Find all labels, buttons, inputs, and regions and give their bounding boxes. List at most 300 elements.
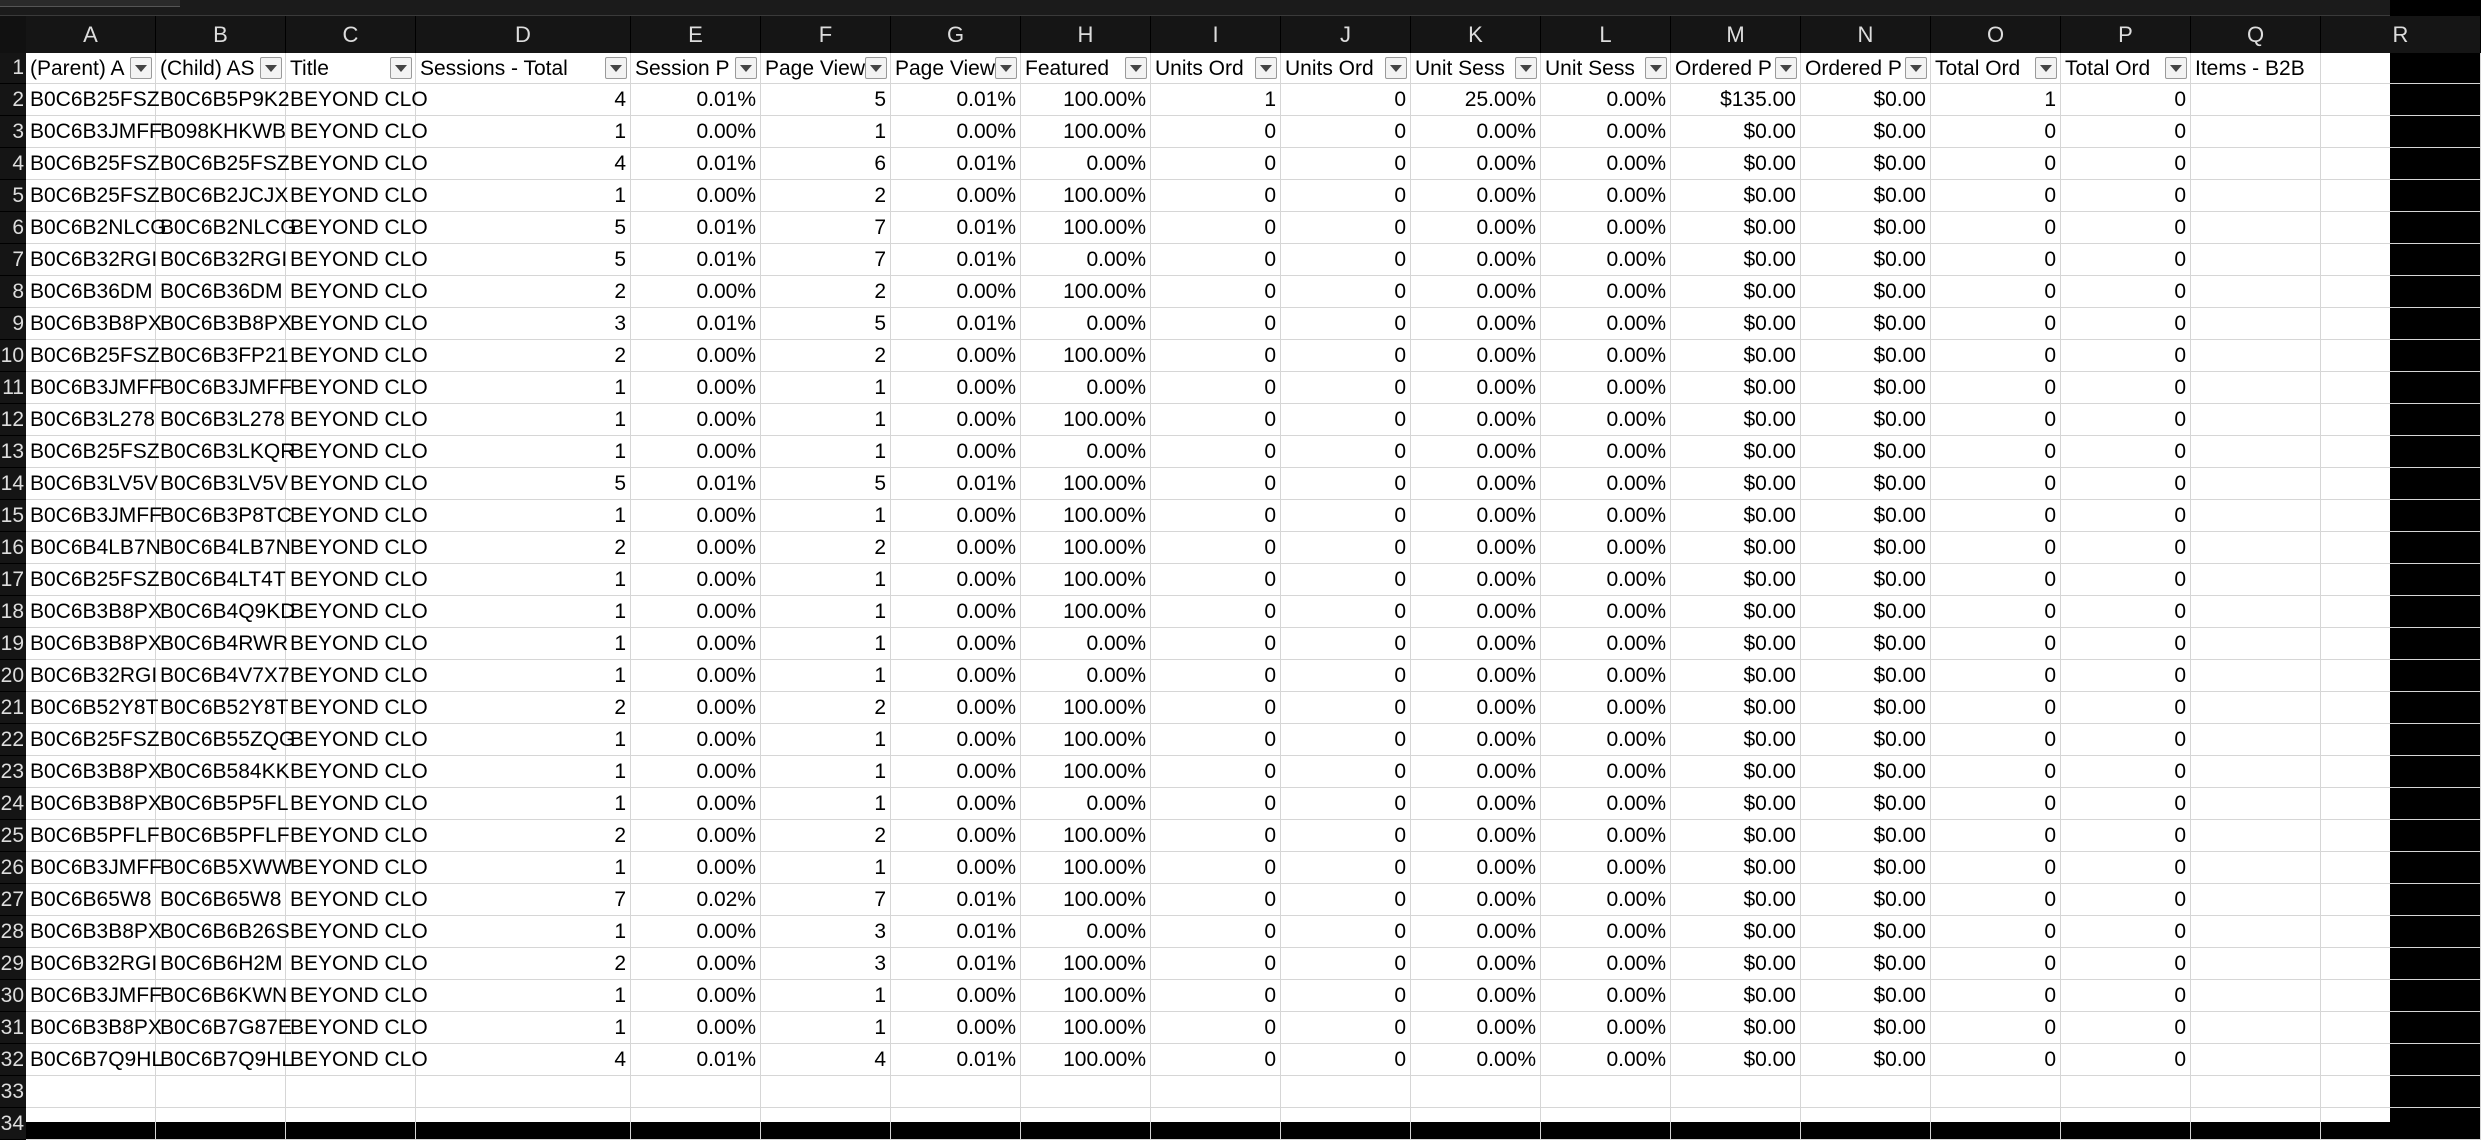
data-cell[interactable]	[1021, 628, 1151, 660]
data-cell[interactable]	[286, 84, 428, 116]
data-cell[interactable]	[1541, 660, 1671, 692]
row-header-18[interactable]: 18	[0, 596, 26, 628]
row-header-2[interactable]: 2	[0, 84, 26, 116]
data-cell[interactable]	[631, 436, 761, 468]
data-cell[interactable]	[2191, 756, 2321, 788]
data-cell[interactable]	[26, 148, 160, 180]
data-cell[interactable]	[1021, 372, 1151, 404]
data-cell[interactable]	[1021, 916, 1151, 948]
data-cell[interactable]	[1931, 276, 2061, 308]
data-cell[interactable]	[1151, 660, 1281, 692]
filter-dropdown-icon[interactable]	[390, 57, 412, 79]
data-cell[interactable]	[2321, 84, 2481, 116]
data-cell[interactable]	[2191, 1108, 2321, 1140]
column-header-p[interactable]: P	[2061, 16, 2191, 53]
data-cell[interactable]	[416, 884, 631, 916]
data-cell[interactable]	[761, 244, 891, 276]
data-cell[interactable]	[1541, 436, 1671, 468]
data-cell[interactable]	[2061, 404, 2191, 436]
data-cell[interactable]	[26, 852, 162, 884]
data-cell[interactable]	[1151, 628, 1281, 660]
filter-dropdown-icon[interactable]	[995, 57, 1017, 79]
data-cell[interactable]	[1671, 276, 1801, 308]
data-cell[interactable]	[2061, 212, 2191, 244]
data-cell[interactable]	[286, 884, 428, 916]
data-cell[interactable]	[1021, 660, 1151, 692]
data-cell[interactable]	[1281, 244, 1411, 276]
data-cell[interactable]	[891, 980, 1021, 1012]
data-cell[interactable]	[416, 1012, 631, 1044]
filter-dropdown-icon[interactable]	[2165, 57, 2187, 79]
column-header-l[interactable]: L	[1541, 16, 1671, 53]
data-cell[interactable]	[26, 1044, 164, 1076]
row-header-21[interactable]: 21	[0, 692, 26, 724]
data-cell[interactable]	[1411, 660, 1541, 692]
data-cell[interactable]	[1411, 500, 1541, 532]
data-cell[interactable]	[891, 1108, 1021, 1140]
data-cell[interactable]	[416, 628, 631, 660]
data-cell[interactable]	[416, 84, 631, 116]
row-header-34[interactable]: 34	[0, 1108, 26, 1140]
data-cell[interactable]	[1151, 116, 1281, 148]
row-header-6[interactable]: 6	[0, 212, 26, 244]
data-cell[interactable]	[1411, 724, 1541, 756]
data-cell[interactable]	[1801, 244, 1931, 276]
data-cell[interactable]	[1411, 244, 1541, 276]
row-header-24[interactable]: 24	[0, 788, 26, 820]
column-header-m[interactable]: M	[1671, 16, 1801, 53]
header-cell[interactable]	[761, 53, 891, 84]
data-cell[interactable]	[156, 212, 297, 244]
data-cell[interactable]	[2061, 84, 2191, 116]
header-cell[interactable]	[26, 53, 156, 84]
data-cell[interactable]	[1411, 340, 1541, 372]
data-cell[interactable]	[1021, 116, 1151, 148]
data-cell[interactable]	[1151, 1076, 1281, 1108]
data-cell[interactable]	[631, 468, 761, 500]
data-cell[interactable]	[2321, 340, 2481, 372]
data-cell[interactable]	[286, 660, 428, 692]
data-cell[interactable]	[156, 980, 286, 1012]
data-cell[interactable]	[1281, 948, 1411, 980]
data-cell[interactable]	[1411, 212, 1541, 244]
data-cell[interactable]	[631, 308, 761, 340]
data-cell[interactable]	[416, 1076, 631, 1108]
select-all-corner[interactable]	[0, 16, 27, 53]
data-cell[interactable]	[2321, 1012, 2481, 1044]
data-cell[interactable]	[1801, 884, 1931, 916]
data-cell[interactable]	[761, 756, 891, 788]
data-cell[interactable]	[1541, 372, 1671, 404]
data-cell[interactable]	[1671, 1108, 1801, 1140]
column-header-d[interactable]: D	[416, 16, 631, 53]
data-cell[interactable]	[891, 468, 1021, 500]
row-header-29[interactable]: 29	[0, 948, 26, 980]
data-cell[interactable]	[2321, 948, 2481, 980]
data-cell[interactable]	[1671, 596, 1801, 628]
data-cell[interactable]	[2321, 756, 2481, 788]
row-header-5[interactable]: 5	[0, 180, 26, 212]
data-cell[interactable]	[2061, 948, 2191, 980]
data-cell[interactable]	[761, 84, 891, 116]
column-header-h[interactable]: H	[1021, 16, 1151, 53]
data-cell[interactable]	[26, 724, 160, 756]
header-cell[interactable]	[1541, 53, 1671, 84]
data-cell[interactable]	[1021, 756, 1151, 788]
column-header-g[interactable]: G	[891, 16, 1021, 53]
data-cell[interactable]	[1281, 692, 1411, 724]
data-cell[interactable]	[26, 820, 160, 852]
data-cell[interactable]	[26, 756, 162, 788]
data-cell[interactable]	[1411, 980, 1541, 1012]
data-cell[interactable]	[631, 116, 761, 148]
data-cell[interactable]	[1151, 884, 1281, 916]
data-cell[interactable]	[286, 116, 428, 148]
data-cell[interactable]	[26, 404, 156, 436]
filter-dropdown-icon[interactable]	[1385, 57, 1407, 79]
data-cell[interactable]	[1281, 1012, 1411, 1044]
data-cell[interactable]	[1801, 116, 1931, 148]
data-cell[interactable]	[2061, 180, 2191, 212]
data-cell[interactable]	[1671, 468, 1801, 500]
data-cell[interactable]	[1281, 1044, 1411, 1076]
data-cell[interactable]	[416, 116, 631, 148]
data-cell[interactable]	[1541, 1108, 1671, 1140]
data-cell[interactable]	[1151, 756, 1281, 788]
data-cell[interactable]	[1411, 692, 1541, 724]
data-cell[interactable]	[2061, 1044, 2191, 1076]
data-cell[interactable]	[26, 1012, 162, 1044]
data-cell[interactable]	[2191, 212, 2321, 244]
data-cell[interactable]	[156, 308, 292, 340]
data-cell[interactable]	[1671, 308, 1801, 340]
data-cell[interactable]	[1021, 468, 1151, 500]
data-cell[interactable]	[1021, 148, 1151, 180]
data-cell[interactable]	[1801, 436, 1931, 468]
header-cell[interactable]	[631, 53, 761, 84]
data-cell[interactable]	[1281, 340, 1411, 372]
data-cell[interactable]	[2321, 212, 2481, 244]
data-cell[interactable]	[761, 596, 891, 628]
data-cell[interactable]	[156, 756, 290, 788]
data-cell[interactable]	[156, 148, 290, 180]
data-cell[interactable]	[156, 1044, 294, 1076]
data-cell[interactable]	[1671, 564, 1801, 596]
data-cell[interactable]	[891, 884, 1021, 916]
data-cell[interactable]	[156, 1012, 292, 1044]
data-cell[interactable]	[1931, 1076, 2061, 1108]
data-cell[interactable]	[1801, 852, 1931, 884]
data-cell[interactable]	[1151, 372, 1281, 404]
data-cell[interactable]	[156, 500, 292, 532]
data-cell[interactable]	[286, 820, 428, 852]
data-cell[interactable]	[26, 1108, 156, 1140]
data-cell[interactable]	[2321, 660, 2481, 692]
data-cell[interactable]	[2061, 116, 2191, 148]
data-cell[interactable]	[2191, 884, 2321, 916]
data-cell[interactable]	[631, 500, 761, 532]
column-header-o[interactable]: O	[1931, 16, 2061, 53]
data-cell[interactable]	[1541, 692, 1671, 724]
data-cell[interactable]	[1021, 820, 1151, 852]
data-cell[interactable]	[1281, 276, 1411, 308]
data-cell[interactable]	[2321, 916, 2481, 948]
data-cell[interactable]	[156, 1108, 286, 1140]
row-header-33[interactable]: 33	[0, 1076, 26, 1108]
data-cell[interactable]	[1151, 308, 1281, 340]
header-cell[interactable]	[891, 53, 1021, 84]
data-cell[interactable]	[1021, 884, 1151, 916]
data-cell[interactable]	[761, 788, 891, 820]
data-cell[interactable]	[1801, 1076, 1931, 1108]
filter-dropdown-icon[interactable]	[605, 57, 627, 79]
column-header-i[interactable]: I	[1151, 16, 1281, 53]
filter-dropdown-icon[interactable]	[2035, 57, 2057, 79]
data-cell[interactable]	[761, 1012, 891, 1044]
data-cell[interactable]	[1021, 340, 1151, 372]
data-cell[interactable]	[1151, 948, 1281, 980]
data-cell[interactable]	[891, 628, 1021, 660]
data-cell[interactable]	[1931, 404, 2061, 436]
data-cell[interactable]	[761, 148, 891, 180]
row-header-11[interactable]: 11	[0, 372, 26, 404]
row-header-1[interactable]: 1	[0, 53, 26, 84]
data-cell[interactable]	[1931, 84, 2061, 116]
data-cell[interactable]	[1151, 148, 1281, 180]
data-cell[interactable]	[1671, 756, 1801, 788]
data-cell[interactable]	[286, 404, 428, 436]
column-header-c[interactable]: C	[286, 16, 416, 53]
data-cell[interactable]	[1021, 84, 1151, 116]
data-cell[interactable]	[1541, 244, 1671, 276]
data-cell[interactable]	[631, 404, 761, 436]
data-cell[interactable]	[1411, 948, 1541, 980]
data-cell[interactable]	[1281, 148, 1411, 180]
data-cell[interactable]	[1151, 84, 1281, 116]
data-cell[interactable]	[891, 948, 1021, 980]
data-cell[interactable]	[1541, 180, 1671, 212]
data-cell[interactable]	[2191, 116, 2321, 148]
data-cell[interactable]	[156, 84, 290, 116]
data-cell[interactable]	[156, 948, 286, 980]
data-cell[interactable]	[2321, 596, 2481, 628]
data-cell[interactable]	[286, 788, 428, 820]
data-cell[interactable]	[2321, 564, 2481, 596]
data-cell[interactable]	[26, 436, 160, 468]
data-cell[interactable]	[1411, 756, 1541, 788]
data-cell[interactable]	[891, 308, 1021, 340]
data-cell[interactable]	[2061, 1076, 2191, 1108]
data-cell[interactable]	[761, 116, 891, 148]
data-cell[interactable]	[286, 180, 428, 212]
data-cell[interactable]	[1021, 180, 1151, 212]
data-cell[interactable]	[891, 180, 1021, 212]
data-cell[interactable]	[2061, 852, 2191, 884]
data-cell[interactable]	[1671, 84, 1801, 116]
data-cell[interactable]	[416, 948, 631, 980]
data-cell[interactable]	[2061, 916, 2191, 948]
data-cell[interactable]	[416, 564, 631, 596]
data-cell[interactable]	[2191, 852, 2321, 884]
data-cell[interactable]	[1801, 84, 1931, 116]
data-cell[interactable]	[891, 1012, 1021, 1044]
data-cell[interactable]	[2061, 340, 2191, 372]
data-cell[interactable]	[1151, 1012, 1281, 1044]
data-cell[interactable]	[1411, 1108, 1541, 1140]
data-cell[interactable]	[156, 660, 290, 692]
data-cell[interactable]	[286, 1108, 416, 1140]
data-cell[interactable]	[1151, 788, 1281, 820]
data-cell[interactable]	[1541, 340, 1671, 372]
data-cell[interactable]	[286, 340, 428, 372]
data-cell[interactable]	[1411, 276, 1541, 308]
data-cell[interactable]	[1931, 756, 2061, 788]
data-cell[interactable]	[1671, 628, 1801, 660]
data-cell[interactable]	[2061, 820, 2191, 852]
data-cell[interactable]	[761, 820, 891, 852]
data-cell[interactable]	[2061, 564, 2191, 596]
row-header-4[interactable]: 4	[0, 148, 26, 180]
data-cell[interactable]	[156, 628, 286, 660]
data-cell[interactable]	[156, 244, 286, 276]
column-header-e[interactable]: E	[631, 16, 761, 53]
data-cell[interactable]	[891, 372, 1021, 404]
data-cell[interactable]	[286, 916, 428, 948]
data-cell[interactable]	[1671, 500, 1801, 532]
data-cell[interactable]	[1801, 500, 1931, 532]
data-cell[interactable]	[1411, 916, 1541, 948]
data-cell[interactable]	[631, 372, 761, 404]
data-cell[interactable]	[761, 724, 891, 756]
data-cell[interactable]	[286, 148, 428, 180]
data-cell[interactable]	[631, 724, 761, 756]
data-cell[interactable]	[891, 116, 1021, 148]
data-cell[interactable]	[631, 532, 761, 564]
data-cell[interactable]	[1541, 404, 1671, 436]
data-cell[interactable]	[1281, 564, 1411, 596]
data-cell[interactable]	[286, 724, 428, 756]
data-cell[interactable]	[631, 628, 761, 660]
data-cell[interactable]	[1541, 628, 1671, 660]
data-cell[interactable]	[1931, 852, 2061, 884]
data-cell[interactable]	[761, 980, 891, 1012]
data-cell[interactable]	[631, 660, 761, 692]
data-cell[interactable]	[1671, 820, 1801, 852]
data-cell[interactable]	[2321, 692, 2481, 724]
header-cell[interactable]	[1411, 53, 1541, 84]
data-cell[interactable]	[1281, 404, 1411, 436]
data-cell[interactable]	[631, 980, 761, 1012]
data-cell[interactable]	[1671, 372, 1801, 404]
data-cell[interactable]	[2191, 84, 2321, 116]
data-cell[interactable]	[1801, 372, 1931, 404]
data-cell[interactable]	[631, 1044, 761, 1076]
data-cell[interactable]	[891, 212, 1021, 244]
data-cell[interactable]	[1931, 308, 2061, 340]
data-cell[interactable]	[1281, 436, 1411, 468]
data-cell[interactable]	[1671, 180, 1801, 212]
data-cell[interactable]	[2061, 148, 2191, 180]
data-cell[interactable]	[1021, 404, 1151, 436]
row-header-10[interactable]: 10	[0, 340, 26, 372]
data-cell[interactable]	[286, 532, 428, 564]
data-cell[interactable]	[2321, 180, 2481, 212]
data-cell[interactable]	[1281, 660, 1411, 692]
data-cell[interactable]	[2321, 116, 2481, 148]
data-cell[interactable]	[1671, 884, 1801, 916]
data-cell[interactable]	[2061, 788, 2191, 820]
data-cell[interactable]	[156, 692, 289, 724]
column-header-q[interactable]: Q	[2191, 16, 2321, 53]
data-cell[interactable]	[891, 756, 1021, 788]
data-cell[interactable]	[1021, 244, 1151, 276]
data-cell[interactable]	[156, 724, 296, 756]
data-cell[interactable]	[1411, 468, 1541, 500]
data-cell[interactable]	[26, 212, 167, 244]
data-cell[interactable]	[286, 212, 428, 244]
data-cell[interactable]	[26, 628, 162, 660]
data-cell[interactable]	[2191, 468, 2321, 500]
data-cell[interactable]	[1541, 308, 1671, 340]
filter-dropdown-icon[interactable]	[130, 57, 152, 79]
data-cell[interactable]	[1801, 532, 1931, 564]
data-cell[interactable]	[631, 564, 761, 596]
data-cell[interactable]	[1671, 916, 1801, 948]
header-cell[interactable]	[1151, 53, 1281, 84]
data-cell[interactable]	[1801, 756, 1931, 788]
filter-dropdown-icon[interactable]	[1645, 57, 1667, 79]
data-cell[interactable]	[1151, 1108, 1281, 1140]
data-cell[interactable]	[156, 468, 289, 500]
data-cell[interactable]	[1931, 340, 2061, 372]
data-cell[interactable]	[1021, 1012, 1151, 1044]
data-cell[interactable]	[26, 916, 162, 948]
data-cell[interactable]	[156, 788, 289, 820]
data-cell[interactable]	[2061, 980, 2191, 1012]
data-cell[interactable]	[1931, 1012, 2061, 1044]
header-cell[interactable]	[416, 53, 631, 84]
data-cell[interactable]	[891, 820, 1021, 852]
data-cell[interactable]	[1151, 468, 1281, 500]
filter-dropdown-icon[interactable]	[1905, 57, 1927, 79]
data-cell[interactable]	[1021, 436, 1151, 468]
data-cell[interactable]	[1151, 1044, 1281, 1076]
data-cell[interactable]	[1541, 980, 1671, 1012]
data-cell[interactable]	[2321, 1108, 2481, 1140]
data-cell[interactable]	[286, 756, 428, 788]
data-cell[interactable]	[1541, 276, 1671, 308]
data-cell[interactable]	[1151, 692, 1281, 724]
data-cell[interactable]	[26, 692, 159, 724]
data-cell[interactable]	[1151, 212, 1281, 244]
data-cell[interactable]	[631, 148, 761, 180]
data-cell[interactable]	[286, 1076, 416, 1108]
data-cell[interactable]	[1281, 884, 1411, 916]
data-cell[interactable]	[286, 948, 428, 980]
data-cell[interactable]	[2191, 788, 2321, 820]
data-cell[interactable]	[2061, 468, 2191, 500]
data-cell[interactable]	[26, 564, 160, 596]
data-cell[interactable]	[631, 1012, 761, 1044]
data-cell[interactable]	[1671, 852, 1801, 884]
header-cell[interactable]	[1801, 53, 1931, 84]
data-cell[interactable]	[286, 500, 428, 532]
data-cell[interactable]	[1801, 404, 1931, 436]
data-cell[interactable]	[26, 340, 160, 372]
data-cell[interactable]	[761, 1108, 891, 1140]
data-cell[interactable]	[2321, 468, 2481, 500]
data-cell[interactable]	[1151, 340, 1281, 372]
